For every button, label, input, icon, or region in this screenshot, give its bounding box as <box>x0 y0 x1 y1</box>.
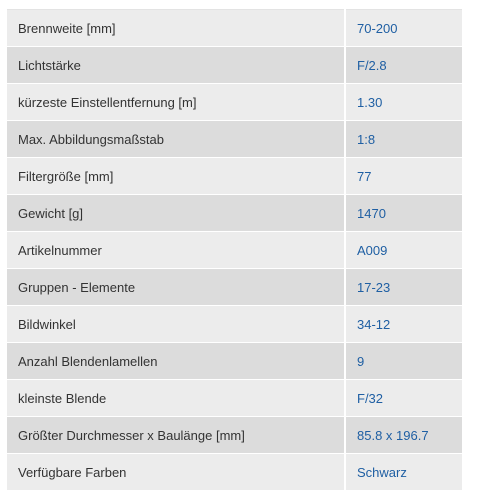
spec-value: F/2.8 <box>345 47 462 84</box>
spec-table-body <box>7 10 462 491</box>
spec-value: 1.30 <box>345 84 462 121</box>
spec-label: Gewicht [g] <box>7 195 345 232</box>
spec-value: 1470 <box>345 195 462 232</box>
spec-label: Anzahl Blendenlamellen <box>7 343 345 380</box>
spec-label: Artikelnummer <box>7 232 345 269</box>
table-row-focal-length <box>7 10 462 47</box>
spec-value: 85.8 x 196.7 <box>345 417 462 454</box>
spec-label: Bildwinkel <box>7 306 345 343</box>
table-row-aperture-blades <box>7 343 462 380</box>
spec-value: 1:8 <box>345 121 462 158</box>
spec-label: kürzeste Einstellentfernung [m] <box>7 84 345 121</box>
spec-value: 77 <box>345 158 462 195</box>
spec-label: Gruppen - Elemente <box>7 269 345 306</box>
spec-label: Größter Durchmesser x Baulänge [mm] <box>7 417 345 454</box>
spec-value: 70-200 <box>345 10 462 47</box>
spec-value: 17-23 <box>345 269 462 306</box>
spec-label: Max. Abbildungsmaßstab <box>7 121 345 158</box>
spec-label: kleinste Blende <box>7 380 345 417</box>
table-row-min-aperture <box>7 380 462 417</box>
table-row-max-magnification <box>7 121 462 158</box>
table-row-article-number <box>7 232 462 269</box>
spec-label: Brennweite [mm] <box>7 10 345 47</box>
table-row-aperture <box>7 47 462 84</box>
table-row-weight <box>7 195 462 232</box>
spec-table <box>7 9 462 491</box>
table-row-angle-of-view <box>7 306 462 343</box>
table-row-dimensions <box>7 417 462 454</box>
spec-value: A009 <box>345 232 462 269</box>
spec-label: Verfügbare Farben <box>7 454 345 491</box>
spec-label: Filtergröße [mm] <box>7 158 345 195</box>
spec-value: Schwarz <box>345 454 462 491</box>
spec-value: 9 <box>345 343 462 380</box>
table-row-filter-size <box>7 158 462 195</box>
spec-value: F/32 <box>345 380 462 417</box>
table-row-groups-elements <box>7 269 462 306</box>
table-row-min-focus-distance <box>7 84 462 121</box>
table-row-available-colors <box>7 454 462 491</box>
spec-label: Lichtstärke <box>7 47 345 84</box>
spec-value: 34-12 <box>345 306 462 343</box>
